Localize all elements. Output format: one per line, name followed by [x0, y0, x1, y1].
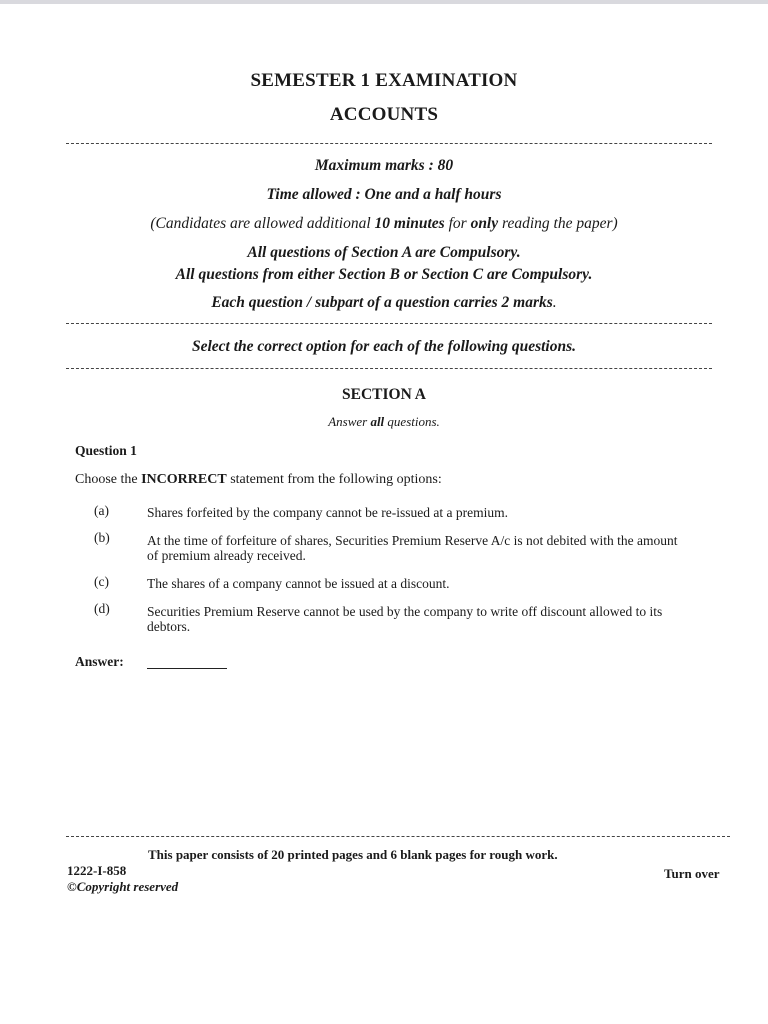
rule-marks-end: . — [552, 294, 557, 311]
time-allowed-line — [0, 186, 768, 204]
subject-title: ACCOUNTS — [329, 104, 439, 125]
rule-marks — [0, 294, 768, 312]
paper-code: 1222-I-858 — [67, 863, 127, 878]
option-d-letter: (d) — [94, 601, 110, 616]
divider-lower — [66, 368, 712, 369]
answer-blank-line[interactable] — [147, 668, 227, 669]
option-c-letter: (c) — [94, 574, 109, 589]
section-title: SECTION A — [342, 386, 426, 403]
divider-top — [66, 143, 712, 144]
option-a-text: Shares forfeited by the company cannot be re-issued at a premium. — [147, 505, 508, 520]
question-stem-bold: INCORRECT — [141, 472, 227, 487]
section-subtitle-post: questions. — [384, 414, 440, 429]
question-stem — [75, 472, 442, 488]
reading-time-pre: (Candidates are allowed additional — [150, 215, 375, 232]
option-a-letter: (a) — [94, 503, 109, 518]
top-edge-bar — [0, 0, 768, 4]
reading-time-line — [0, 215, 768, 233]
section-subtitle-pre: Answer — [328, 414, 371, 429]
option-d-text: Securities Premium Reserve cannot be used by the company to write off discount allowed to its debtors. — [147, 604, 663, 634]
rule-marks-text: Each question / subpart of a question carries 2 marks — [211, 294, 553, 311]
max-marks-label: Maximum marks : — [314, 157, 438, 174]
question-label: Question 1 — [75, 443, 137, 458]
exam-title: SEMESTER 1 EXAMINATION — [250, 70, 518, 91]
question-stem-pre: Choose the — [75, 472, 142, 487]
option-b-letter: (b) — [94, 530, 110, 545]
option-c-text: The shares of a company cannot be issued at a discount. — [147, 576, 450, 591]
section-subtitle-bold: all — [370, 414, 385, 429]
reading-time-bold: 10 minutes — [374, 215, 445, 232]
reading-time-mid: for — [444, 215, 471, 232]
answer-label: Answer: — [75, 654, 124, 669]
turn-over: Turn over — [664, 866, 720, 881]
question-stem-post: statement from the following options: — [226, 472, 442, 487]
rule-section-a: All questions of Section A are Compulsory. — [247, 244, 521, 261]
reading-time-only: only — [470, 215, 499, 232]
max-marks-line — [0, 157, 768, 175]
select-instruction: Select the correct option for each of the following questions. — [191, 338, 577, 355]
divider-mid — [66, 323, 712, 324]
time-value: One and a half hours — [364, 186, 502, 203]
divider-footer — [66, 836, 730, 837]
option-b-text: At the time of forfeiture of shares, Securities Premium Reserve A/c is not debited with the amount of premium already received. — [147, 533, 678, 563]
copyright: ©Copyright reserved — [67, 879, 179, 894]
time-label: Time allowed : — [266, 186, 365, 203]
reading-time-post: reading the paper) — [498, 215, 618, 232]
max-marks-value: 80 — [437, 157, 454, 174]
section-subtitle — [0, 414, 768, 430]
rule-section-b-c: All questions from either Section B or Section C are Compulsory. — [175, 266, 593, 283]
pages-note: This paper consists of 20 printed pages and 6 blank pages for rough work. — [148, 847, 558, 862]
